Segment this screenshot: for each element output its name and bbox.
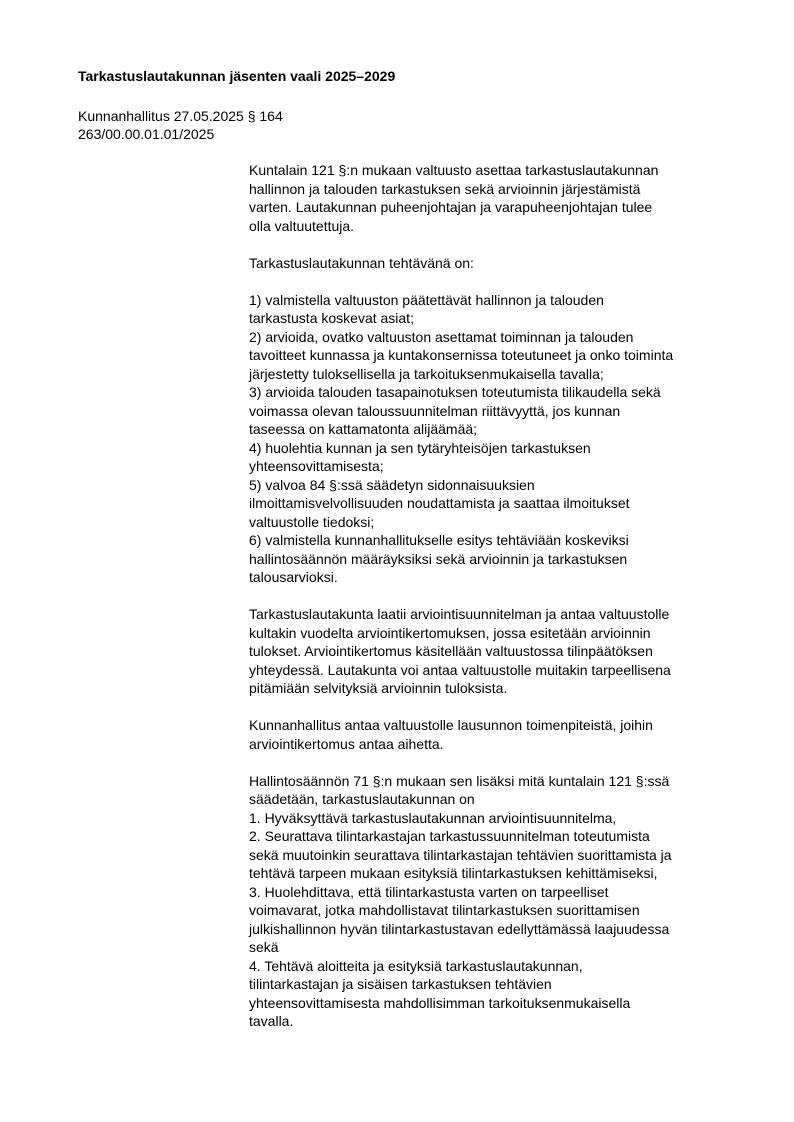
body-paragraph (249, 161, 749, 235)
paragraph-line: tilintarkastajan ja sisäisen tarkastuksen tehtävien (249, 976, 552, 992)
paragraph-line: valtuustolle tiedoksi; (249, 513, 375, 530)
paragraph-line: 3) arvioida talouden tasapainotuksen toteutumista tilikaudella sekä (249, 384, 661, 400)
document-meta (78, 107, 283, 143)
paragraph-line: säädetään, tarkastuslautakunnan on (249, 791, 475, 807)
paragraph-line: 2) arvioida, ovatko valtuuston asettamat toiminnan ja talouden (249, 328, 634, 345)
body-paragraph (249, 254, 749, 273)
paragraph-line: yhteensovittamisesta; (249, 458, 384, 474)
paragraph-line: taseessa on kattamatonta alijäämää; (249, 421, 478, 437)
paragraph-line: sekä (249, 939, 279, 955)
paragraph-line: Kuntalain 121 §:n mukaan valtuusto asettaa tarkastuslautakunnan (249, 162, 659, 178)
paragraph-line: sekä muutoinkin seurattava tilintarkastajan tehtävien suorittamista ja (249, 846, 672, 863)
paragraph-line: tavalla. (249, 1013, 294, 1029)
paragraph-line: Tarkastuslautakunta laatii arviointisuunnitelman ja antaa valtuustolle (249, 606, 670, 622)
paragraph-line: tavoitteet kunnassa ja kuntakonsernissa toteutuneet ja onko toiminta (249, 347, 674, 363)
body-paragraph (249, 772, 749, 1031)
body-paragraph (249, 291, 749, 587)
paragraph-line: yhteensovittamisesta mahdollisimman tarkoituksenmukaisella (249, 994, 631, 1011)
paragraph-line: yhteydessä. Lautakunta voi antaa valtuustolle muitakin tarpeellisena (249, 661, 671, 678)
paragraph-line: arviointikertomus antaa aihetta. (249, 735, 444, 752)
paragraph-line: tarkastusta koskevat asiat; (249, 310, 414, 326)
paragraph-line: 2. Seurattava tilintarkastajan tarkastussuunnitelman toteutumista (249, 828, 650, 844)
diary-number: 263/00.00.01.01/2025 (78, 126, 215, 142)
meeting-reference: Kunnanhallitus 27.05.2025 § 164 (78, 108, 283, 124)
document-title: Tarkastuslautakunnan jäsenten vaali 2025–2029 (78, 68, 396, 84)
paragraph-line: Hallintosäännön 71 §:n mukaan sen lisäksi mitä kuntalain 121 §:ssä (249, 772, 670, 789)
paragraph-line: talousarvioksi. (249, 569, 338, 585)
paragraph-line: 1. Hyväksyttävä tarkastuslautakunnan arviointisuunnitelma, (249, 809, 617, 826)
paragraph-line: hallintosäännön määräyksiksi sekä arvioinnin ja tarkastuksen (249, 550, 628, 567)
paragraph-line: ilmoittamisvelvollisuuden noudattamista ja saattaa ilmoitukset (249, 495, 630, 511)
paragraph-line: 6) valmistella kunnanhallitukselle esitys tehtäviään koskeviksi (249, 532, 629, 548)
paragraph-line: Tarkastuslautakunnan tehtävänä on: (249, 254, 474, 271)
paragraph-line: 4. Tehtävä aloitteita ja esityksiä tarkastuslautakunnan, (249, 957, 583, 974)
paragraph-line: olla valtuutettuja. (249, 217, 355, 234)
body-paragraph (249, 605, 749, 698)
paragraph-line: varten. Lautakunnan puheenjohtajan ja varapuheenjohtajan tulee (249, 199, 653, 215)
paragraph-line: voimassa olevan taloussuunnitelman riittävyyttä, jos kunnan (249, 402, 621, 419)
paragraph-line: hallinnon ja talouden tarkastuksen sekä arvioinnin järjestämistä (249, 180, 641, 197)
body-paragraph (249, 716, 749, 753)
paragraph-line: voimavarat, jotka mahdollistavat tilintarkastuksen suorittamisen (249, 902, 640, 918)
paragraph-line: järjestetty tuloksellisella ja tarkoituksenmukaisella tavalla; (249, 365, 604, 382)
paragraph-line: 1) valmistella valtuuston päätettävät hallinnon ja talouden (249, 291, 604, 308)
document-body (249, 161, 749, 1049)
paragraph-line: tulokset. Arviointikertomus käsitellään valtuustossa tilinpäätöksen (249, 643, 653, 659)
paragraph-line: julkishallinnon hyvän tilintarkastustavan edellyttämässä laajuudessa (249, 920, 670, 937)
paragraph-line: 3. Huolehdittava, että tilintarkastusta varten on tarpeelliset (249, 883, 609, 900)
paragraph-line: 4) huolehtia kunnan ja sen tytäryhteisöjen tarkastuksen (249, 439, 591, 456)
paragraph-line: 5) valvoa 84 §:ssä säädetyn sidonnaisuuksien (249, 476, 535, 493)
paragraph-line: Kunnanhallitus antaa valtuustolle lausunnon toimenpiteistä, joihin (249, 717, 653, 733)
paragraph-line: kultakin vuodelta arviointikertomuksen, jossa esitetään arvioinnin (249, 624, 651, 641)
paragraph-line: pitämiään selvityksiä arvioinnin tuloksista. (249, 680, 508, 696)
paragraph-line: tehtävä tarpeen mukaan esityksiä tilintarkastuksen kehittämiseksi, (249, 865, 658, 881)
